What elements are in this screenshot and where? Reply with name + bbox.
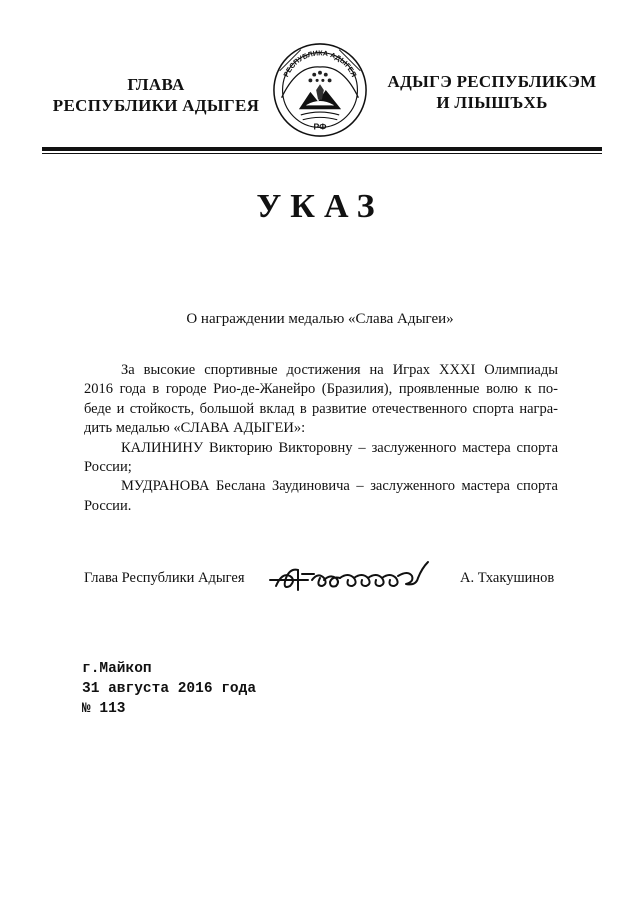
signatory-name: А. Тхакушинов	[460, 570, 555, 586]
footer-number: № 113	[82, 701, 126, 717]
document-footer	[82, 659, 256, 719]
footer-date: 31 августа 2016 года	[82, 681, 257, 697]
document-body	[84, 361, 558, 516]
body-line: 2016 года в городе Рио-де-Жанейро (Бразилия), проявленные волю к по-	[84, 381, 558, 398]
signatory-position: Глава Республики Адыгея	[84, 570, 245, 586]
awardee-line: КАЛИНИНУ Викторию Викторовну – заслуженного мастера спорта	[121, 439, 558, 456]
header-left-line2: РЕСПУБЛИКИ АДЫГЕЯ	[52, 96, 260, 115]
body-line: За высокие спортивные достижения на Играх XXXI Олимпиады	[121, 362, 558, 378]
header-rule-thin	[42, 153, 602, 154]
header-right-line1: АДЫГЭ РЕСПУБЛИКЭМ	[387, 72, 597, 91]
awardee-line: России.	[84, 497, 132, 514]
header-right	[384, 71, 600, 113]
awardee-line: России;	[84, 459, 132, 476]
header-right-line2: И ЛІЫШЪХЬ	[436, 93, 548, 112]
svg-text:РФ: РФ	[313, 121, 327, 132]
handwritten-signature-icon	[268, 556, 436, 596]
header-left-line1: ГЛАВА	[127, 75, 185, 94]
footer-city: г.Майкоп	[82, 661, 152, 677]
svg-text:РЕСПУБЛИКА АДЫГЕЯ: РЕСПУБЛИКА АДЫГЕЯ	[281, 48, 359, 79]
body-line: дить медалью «СЛАВА АДЫГЕИ»:	[84, 420, 306, 437]
document-title: УКАЗ	[256, 188, 384, 225]
body-line: беде и стойкость, большой вклад в развитие отечественного спорта награ-	[84, 400, 558, 417]
header-left	[50, 74, 262, 116]
coat-of-arms-icon	[272, 42, 368, 138]
awardee-line: МУДРАНОВА Беслана Заудиновича – заслуженного мастера спорта	[121, 478, 558, 495]
document-subject: О награждении медалью «Слава Адыгеи»	[186, 311, 454, 327]
header-rule-thick	[42, 147, 602, 151]
